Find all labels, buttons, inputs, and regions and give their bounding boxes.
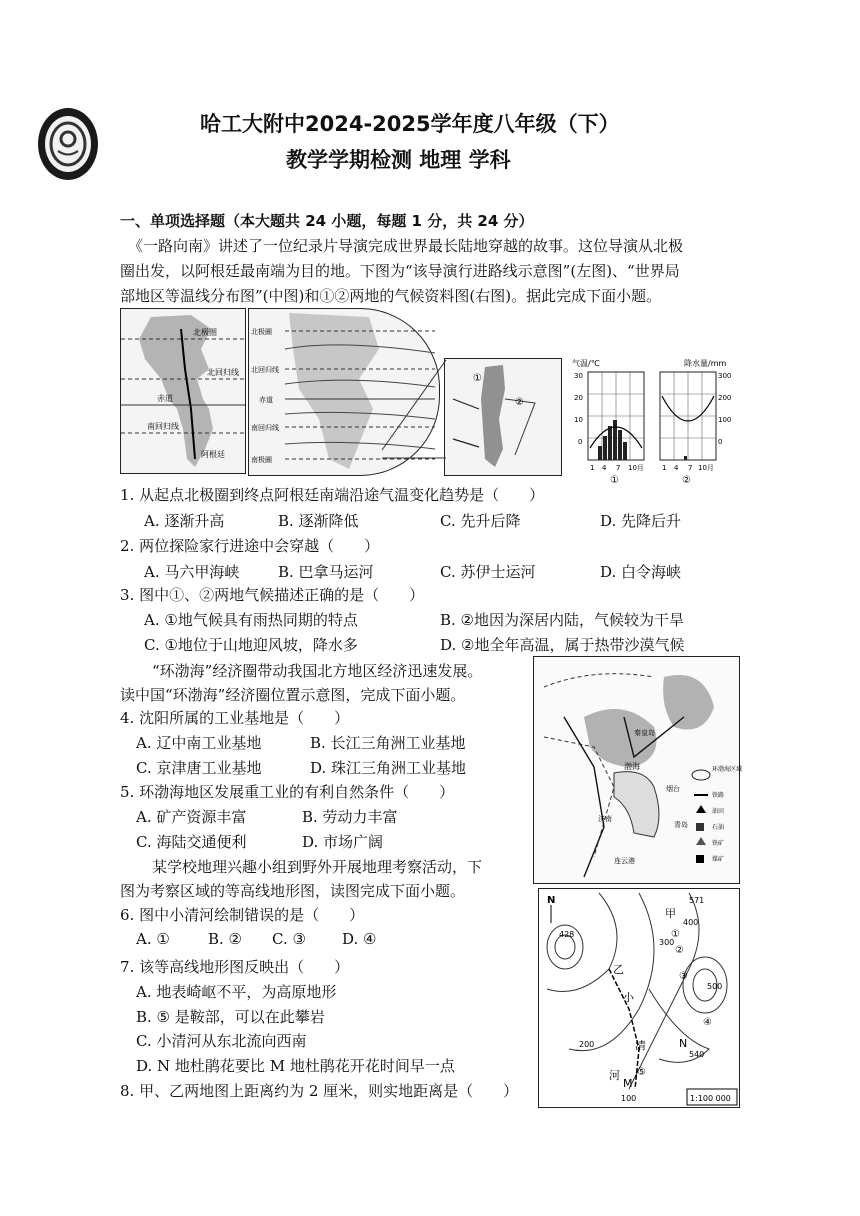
chart2-id: ② [682, 475, 691, 486]
bohai-map [533, 656, 743, 884]
section-heading: 一、单项选择题（本大题共 24 小题，每题 1 分，共 24 分） [120, 212, 534, 230]
q4-stem: 4. 沈阳所属的工业基地是（ ） [120, 709, 350, 727]
legend-iron: 铁矿 [712, 840, 725, 847]
chart1-xtick-4: 4 [602, 464, 607, 472]
chart2-ytick-100: 100 [718, 416, 732, 424]
chart2-xtick-10: 10月 [698, 464, 714, 472]
bohai-label-qingdao: 青岛 [674, 821, 688, 829]
chart1-ytick-30: 30 [574, 372, 583, 380]
contour-marker-4: ④ [703, 1017, 712, 1028]
q1-stem: 1. 从起点北极圈到终点阿根廷南端沿途气温变化趋势是（ ） [120, 486, 545, 504]
chart1-id: ① [610, 475, 619, 486]
chart1-ytick-20: 20 [574, 394, 583, 402]
q6-stem: 6. 图中小清河绘制错误的是（ ） [120, 906, 365, 924]
q5-option-b[interactable]: B. 劳动力丰富 [302, 808, 398, 826]
q3-stem: 3. 图中①、②两地气候描述正确的是（ ） [120, 586, 425, 604]
chart1-ytick-10: 10 [574, 416, 583, 424]
contour-xiao: 小 [623, 991, 634, 1004]
chart1-xtick-1: 1 [590, 464, 595, 472]
page-title: 哈工大附中2024-2025学年度八年级（下） [200, 112, 620, 136]
q1-option-d[interactable]: D. 先降后升 [600, 512, 682, 530]
q6-option-d[interactable]: D. ④ [342, 930, 377, 948]
contour-yi: 乙 [613, 963, 624, 976]
contour-qing: 清 [635, 1039, 646, 1052]
q2-option-b[interactable]: B. 巴拿马运河 [278, 563, 374, 581]
q6-option-b[interactable]: B. ② [208, 930, 243, 948]
school-logo [36, 106, 100, 182]
inset-marker-2: ② [515, 397, 524, 408]
climate-chart-1 [572, 356, 652, 486]
chart2-y-label: 降水量/mm [684, 359, 727, 368]
legend-coal: 煤矿 [712, 856, 725, 863]
mid-label-capricorn: 南回归线 [251, 424, 279, 432]
bohai-intro-1: “环渤海”经济圈带动我国北方地区经济迅速发展。 [152, 662, 483, 680]
elev-200: 200 [579, 1040, 595, 1049]
inset-marker-1: ① [473, 373, 482, 384]
chart2-ytick-200: 200 [718, 394, 732, 402]
chart2-xtick-1: 1 [662, 464, 667, 472]
q5-option-d[interactable]: D. 市场广阔 [302, 833, 384, 851]
inset-connector [380, 330, 450, 460]
chart1-xtick-10: 10月 [628, 464, 644, 472]
legend-oil: 石油 [712, 824, 725, 831]
q5-stem: 5. 环渤海地区发展重工业的有利自然条件（ ） [120, 783, 455, 801]
mid-label-equator: 赤道 [259, 396, 273, 404]
q1-option-b[interactable]: B. 逐渐降低 [278, 512, 359, 530]
elev-428: 428 [559, 930, 575, 939]
q3-option-c[interactable]: C. ①地位于山地迎风坡，降水多 [144, 636, 358, 654]
q6-option-a[interactable]: A. ① [136, 930, 170, 948]
intro-line-3: 部地区等温线分布图”(中图)和①②两地的气候资料图(右图)。据此完成下面小题。 [120, 287, 662, 305]
north-arrow: N [547, 895, 556, 906]
chart1-ytick-0: 0 [578, 438, 583, 446]
chart1-y-label: 气温/℃ [572, 359, 600, 368]
contour-marker-1: ① [671, 929, 680, 940]
legend-rail: 铁路 [712, 792, 725, 799]
mid-label-cancer: 北回归线 [251, 366, 279, 374]
bohai-label-jinan: 济南 [598, 815, 612, 823]
chart1-xtick-7: 7 [616, 464, 621, 472]
bohai-label-yantai: 烟台 [666, 785, 680, 793]
left-label-equator: 赤道 [157, 394, 173, 403]
q2-stem: 2. 两位探险家行进途中会穿越（ ） [120, 537, 380, 555]
q7-option-a[interactable]: A. 地表崎岖不平，为高原地形 [136, 983, 337, 1001]
contour-marker-5: ⑤ [637, 1067, 646, 1078]
climate-chart-2 [656, 356, 736, 486]
legend-oilfield: 油田 [712, 808, 725, 815]
elev-300: 300 [659, 938, 675, 947]
q7-option-b[interactable]: B. ⑤ 是鞍部，可以在此攀岩 [136, 1008, 325, 1026]
left-label-capricorn: 南回归线 [147, 422, 179, 431]
q4-option-a[interactable]: A. 辽中南工业基地 [136, 734, 262, 752]
q5-option-a[interactable]: A. 矿产资源丰富 [136, 808, 247, 826]
intro-line-1: 《一路向南》讲述了一位纪录片导演完成世界最长陆地穿越的故事。这位导演从北极 [128, 237, 684, 255]
mid-label-antarctic: 南极圈 [251, 456, 272, 464]
q4-option-d[interactable]: D. 珠江三角洲工业基地 [310, 759, 467, 777]
q2-option-d[interactable]: D. 白令海峡 [600, 563, 682, 581]
q6-option-c[interactable]: C. ③ [272, 930, 306, 948]
page-subtitle: 教学学期检测 地理 学科 [286, 148, 511, 172]
mid-label-arctic: 北极圈 [251, 328, 272, 336]
left-label-cancer: 北回归线 [207, 368, 239, 377]
bohai-label-lianyungang: 连云港 [614, 857, 635, 865]
field-intro-2: 图为考察区域的等高线地形图，读图完成下面小题。 [120, 882, 466, 900]
left-label-argentina: 阿根廷 [201, 450, 225, 459]
chart2-xtick-4: 4 [674, 464, 679, 472]
left-label-arctic: 北极圈 [193, 328, 217, 337]
q8-stem: 8. 甲、乙两地图上距离约为 2 厘米，则实地距离是（ ） [120, 1082, 519, 1100]
route-map [120, 308, 246, 474]
chart2-ytick-300: 300 [718, 372, 732, 380]
scale-label: 1:100 000 [690, 1094, 731, 1103]
q4-option-c[interactable]: C. 京津唐工业基地 [136, 759, 262, 777]
inset-map [444, 358, 562, 476]
chart2-xtick-7: 7 [688, 464, 693, 472]
q5-option-c[interactable]: C. 海陆交通便利 [136, 833, 247, 851]
q2-option-c[interactable]: C. 苏伊士运河 [440, 563, 536, 581]
bohai-label-qinhuangdao: 秦皇岛 [634, 729, 655, 737]
contour-he: 河 [609, 1069, 620, 1082]
q3-option-b[interactable]: B. ②地因为深居内陆，气候较为干旱 [440, 611, 685, 629]
field-intro-1: 某学校地理兴趣小组到野外开展地理考察活动，下 [152, 858, 483, 876]
elev-500: 500 [707, 982, 723, 991]
chart2-ytick-0: 0 [718, 438, 723, 446]
contour-marker-3: ③ [679, 971, 688, 982]
elev-400: 400 [683, 918, 699, 927]
contour-n: N [679, 1037, 688, 1050]
q4-option-b[interactable]: B. 长江三角洲工业基地 [310, 734, 466, 752]
contour-marker-2: ② [675, 945, 684, 956]
contour-map [538, 888, 740, 1108]
bohai-intro-2: 读中国“环渤海”经济圈位置示意图，完成下面小题。 [120, 686, 466, 704]
contour-m: M [623, 1077, 633, 1090]
elev-540: 540 [689, 1050, 705, 1059]
contour-jia: 甲 [665, 907, 676, 920]
elev-100: 100 [621, 1094, 637, 1103]
q3-option-a[interactable]: A. ①地气候具有雨热同期的特点 [144, 611, 358, 629]
q1-option-a[interactable]: A. 逐渐升高 [144, 512, 225, 530]
elev-571: 571 [689, 896, 705, 905]
q3-option-d[interactable]: D. ②地全年高温，属于热带沙漠气候 [440, 636, 685, 654]
intro-line-2: 圈出发，以阿根廷最南端为目的地。下图为“该导演行进路线示意图”(左图)、“世界局 [120, 262, 680, 280]
bohai-label-sea: 渤海 [624, 762, 640, 771]
legend-region: 环渤海区域 [712, 766, 743, 773]
q7-stem: 7. 该等高线地形图反映出（ ） [120, 958, 350, 976]
q2-option-a[interactable]: A. 马六甲海峡 [144, 563, 240, 581]
q7-option-d[interactable]: D. N 地杜鹃花要比 M 地杜鹃花开花时间早一点 [136, 1057, 455, 1075]
q1-option-c[interactable]: C. 先升后降 [440, 512, 521, 530]
q7-option-c[interactable]: C. 小清河从东北流向西南 [136, 1032, 307, 1050]
